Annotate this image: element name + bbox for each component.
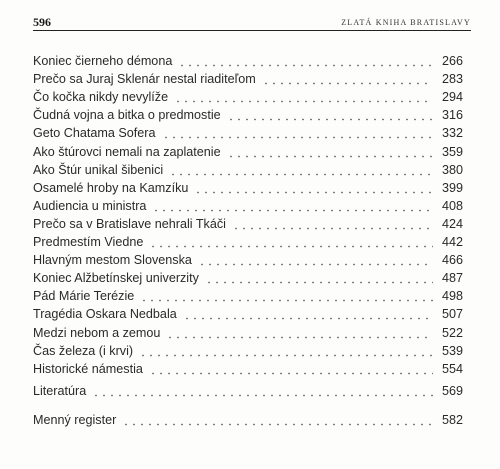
toc-entry-title: Osamelé hroby na Kamzíku xyxy=(33,181,192,196)
page-number: 596 xyxy=(33,15,51,29)
dot-leader xyxy=(160,126,433,141)
toc-entry xyxy=(33,160,463,178)
toc-entry-page: 554 xyxy=(433,362,463,377)
dot-leader xyxy=(137,344,433,359)
dot-leader xyxy=(196,253,433,268)
dot-leader xyxy=(138,289,433,304)
toc-entry-title: Audiencia u ministra xyxy=(33,199,150,214)
toc-entry-title: Hlavným mestom Slovenska xyxy=(33,253,196,268)
toc-entry-page: 466 xyxy=(433,253,463,268)
toc-entry-page: 408 xyxy=(433,199,463,214)
dot-leader xyxy=(147,362,433,377)
dot-leader xyxy=(120,413,433,428)
toc-entry-title: Literatúra xyxy=(33,384,90,399)
toc-entry xyxy=(33,322,463,340)
toc-entry xyxy=(33,268,463,286)
toc-entry-page: 380 xyxy=(433,163,463,178)
dot-leader xyxy=(167,163,433,178)
toc-entry xyxy=(33,250,463,268)
dot-leader xyxy=(192,181,433,196)
back-matter-register xyxy=(33,410,463,428)
toc-entry-title: Tragédia Oskara Nedbala xyxy=(33,307,181,322)
table-of-contents xyxy=(33,51,463,377)
toc-entry-page: 332 xyxy=(433,126,463,141)
dot-leader xyxy=(164,326,433,341)
toc-entry xyxy=(33,341,463,359)
toc-entry xyxy=(33,123,463,141)
toc-entry xyxy=(33,87,463,105)
toc-entry-title: Čo kočka nikdy nevylíže xyxy=(33,90,172,105)
toc-entry-page: 569 xyxy=(433,384,463,399)
toc-entry xyxy=(33,69,463,87)
toc-entry-page: 522 xyxy=(433,326,463,341)
toc-entry-title: Ako štúrovci nemali na zaplatenie xyxy=(33,145,225,160)
toc-entry xyxy=(33,381,463,399)
toc-entry xyxy=(33,286,463,304)
toc-entry-page: 487 xyxy=(433,271,463,286)
back-matter-literature xyxy=(33,381,463,399)
dot-leader xyxy=(260,72,433,87)
toc-entry xyxy=(33,141,463,159)
toc-entry-page: 316 xyxy=(433,108,463,123)
toc-entry xyxy=(33,51,463,69)
page-header xyxy=(33,12,471,28)
toc-entry xyxy=(33,105,463,123)
dot-leader xyxy=(225,145,433,160)
toc-entry-title: Čudná vojna a bitka o predmostie xyxy=(33,108,225,123)
toc-entry xyxy=(33,196,463,214)
dot-leader xyxy=(225,108,433,123)
dot-leader xyxy=(172,90,433,105)
dot-leader xyxy=(90,384,433,399)
dot-leader xyxy=(150,199,433,214)
toc-entry xyxy=(33,359,463,377)
toc-entry xyxy=(33,410,463,428)
toc-entry-title: Menný register xyxy=(33,413,120,428)
toc-entry xyxy=(33,214,463,232)
dot-leader xyxy=(181,307,433,322)
dot-leader xyxy=(203,271,433,286)
toc-entry-page: 507 xyxy=(433,307,463,322)
running-head: ZLATÁ KNIHA BRATISLAVY xyxy=(341,18,471,27)
toc-entry-title: Pád Márie Terézie xyxy=(33,289,138,304)
toc-entry xyxy=(33,232,463,250)
toc-entry-title: Prečo sa v Bratislave nehrali Tkáči xyxy=(33,217,230,232)
toc-entry-page: 294 xyxy=(433,90,463,105)
toc-entry-title: Historické námestia xyxy=(33,362,147,377)
toc-entry-title: Čas železa (i krvi) xyxy=(33,344,137,359)
toc-entry-title: Koniec Alžbetínskej univerzity xyxy=(33,271,203,286)
dot-leader xyxy=(147,235,433,250)
toc-entry-page: 359 xyxy=(433,145,463,160)
toc-entry-title: Koniec čierneho démona xyxy=(33,54,176,69)
toc-entry-title: Medzi nebom a zemou xyxy=(33,326,164,341)
toc-entry-page: 283 xyxy=(433,72,463,87)
toc-entry-page: 582 xyxy=(433,413,463,428)
toc-entry-page: 498 xyxy=(433,289,463,304)
toc-entry-title: Prečo sa Juraj Sklenár nestal riaditeľom xyxy=(33,72,260,87)
dot-leader xyxy=(176,54,433,69)
toc-entry-title: Ako Štúr unikal šibenici xyxy=(33,163,167,178)
toc-entry-page: 399 xyxy=(433,181,463,196)
toc-entry-page: 539 xyxy=(433,344,463,359)
toc-entry xyxy=(33,304,463,322)
toc-entry-title: Predmestím Viedne xyxy=(33,235,147,250)
toc-entry xyxy=(33,178,463,196)
toc-entry-page: 424 xyxy=(433,217,463,232)
header-rule xyxy=(33,30,471,31)
dot-leader xyxy=(230,217,433,232)
toc-entry-page: 266 xyxy=(433,54,463,69)
toc-entry-title: Geto Chatama Sofera xyxy=(33,126,160,141)
toc-entry-page: 442 xyxy=(433,235,463,250)
